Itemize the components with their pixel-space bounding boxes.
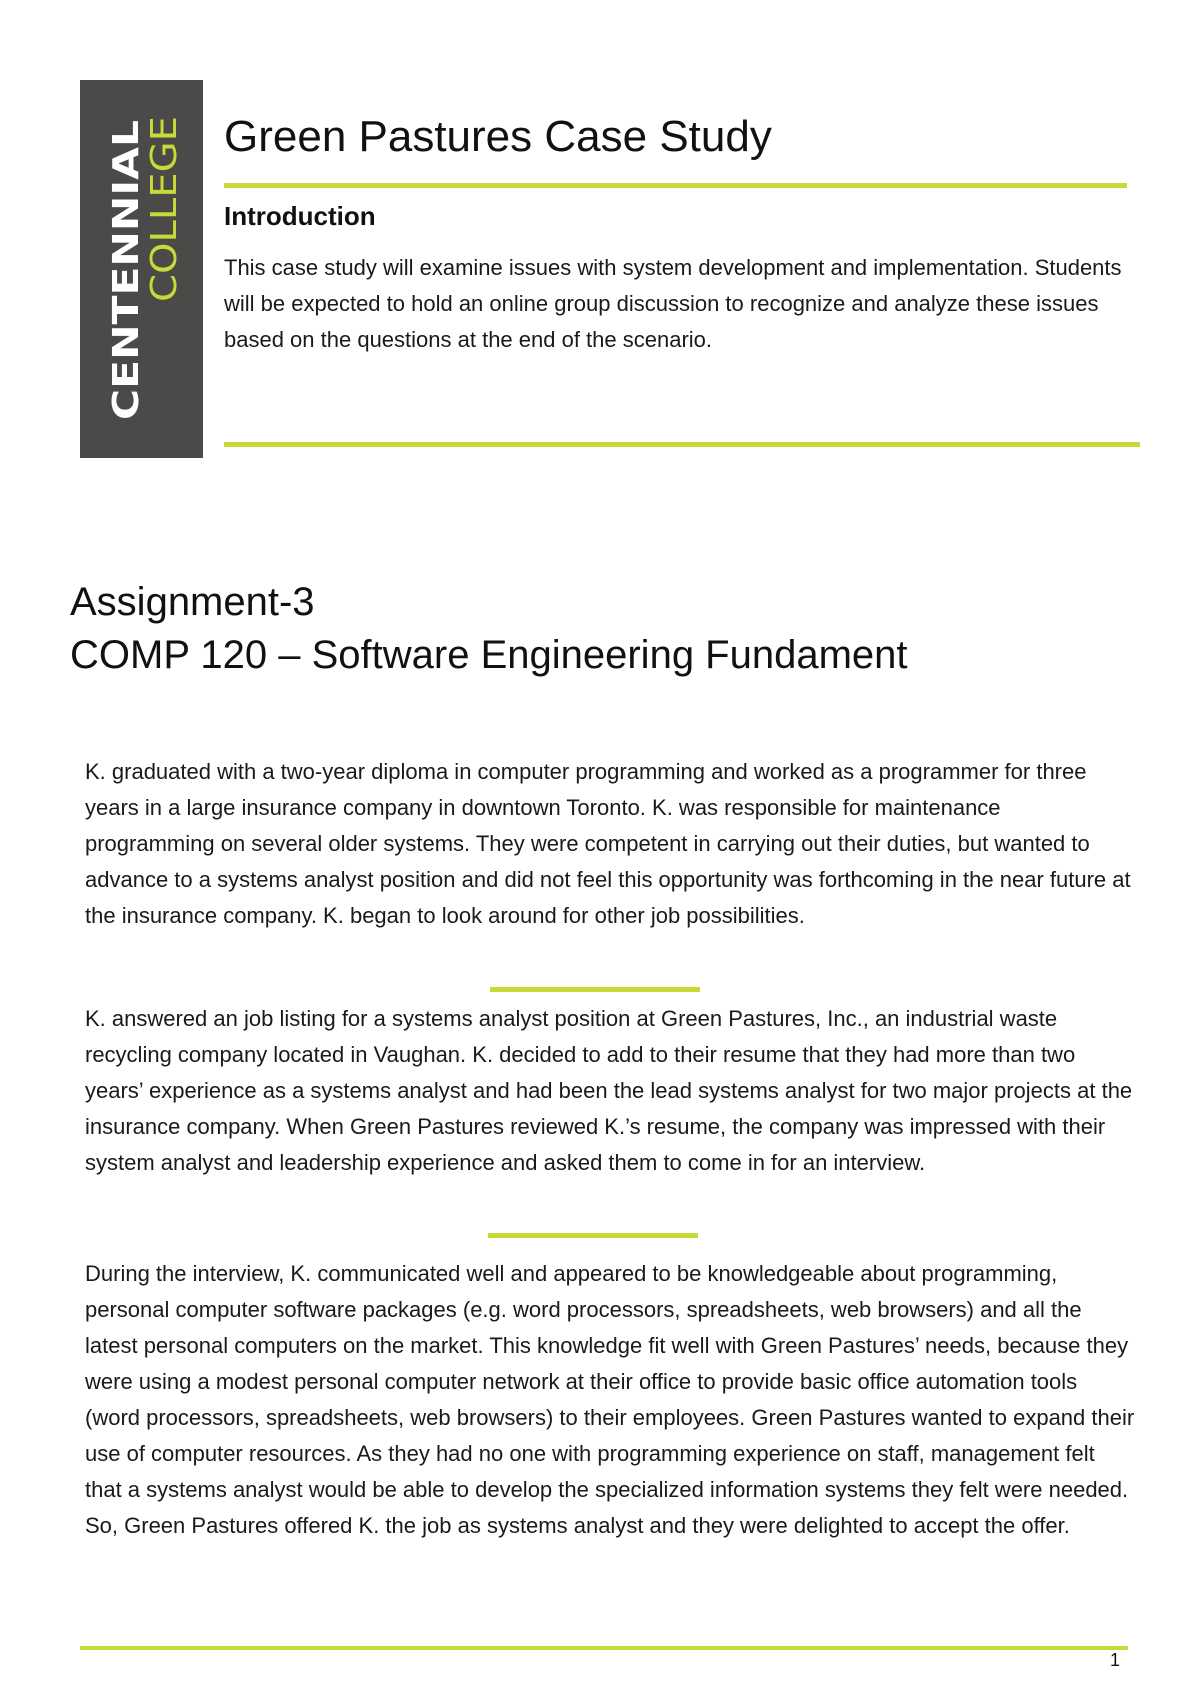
- assignment-heading: [70, 576, 908, 682]
- footer-rule: [80, 1646, 1128, 1650]
- body-paragraph-3: During the interview, K. communicated well and appeared to be knowledgeable about programming, personal computer software packages (e.g. word processors, spreadsheets, web browsers) and all the latest personal computers on the market. This knowledge fit well with Green Pastures’ needs, because they were using a modest personal computer network at their office to provide basic office automation tools (word processors, spreadsheets, web browsers) to their employees. Green Pastures wanted to expand their use of computer resources. As they had no one with programming experience on staff, management felt that a systems analyst would be able to develop the specialized information systems they felt were needed. So, Green Pastures offered K. the job as systems analyst and they were delighted to accept the offer.: [85, 1261, 1135, 1538]
- logo-wordmark-college: COLLEGE: [144, 135, 185, 302]
- title-rule: [224, 183, 1127, 188]
- page-number: 1: [1110, 1650, 1121, 1670]
- paragraph-divider-1: [490, 987, 700, 992]
- intro-rule: [224, 442, 1140, 447]
- logo-wordmark-centennial: CENTENNIAL: [106, 165, 147, 420]
- intro-text: This case study will examine issues with system development and implementation. Students will be expected to hold an online group discussion to recognize and analyze these issues based on the questions at the end of the scenario.: [224, 255, 1122, 352]
- intro-heading: Introduction: [224, 201, 376, 231]
- body-paragraph-1: K. graduated with a two-year diploma in computer programming and worked as a programmer for three years in a large insurance company in downtown Toronto. K. was responsible for maintenance programming on several older systems. They were competent in carrying out their duties, but wanted to advance to a systems analyst position and did not feel this opportunity was forthcoming in the near future at the insurance company. K. began to look around for other job possibilities.: [85, 759, 1131, 928]
- assignment-number: Assignment-3: [70, 580, 315, 624]
- document-title: Green Pastures Case Study: [224, 112, 772, 161]
- college-logo: [80, 80, 203, 458]
- body-paragraph-2: K. answered an job listing for a systems analyst position at Green Pastures, Inc., an industrial waste recycling company located in Vaughan. K. decided to add to their resume that they had more than two years’ experience as a systems analyst and had been the lead systems analyst for two major projects at the insurance company. When Green Pastures reviewed K.’s resume, the company was impressed with their system analyst and leadership experience and asked them to come in for an interview.: [85, 1006, 1133, 1175]
- course-title: COMP 120 – Software Engineering Fundament: [70, 633, 908, 677]
- paragraph-divider-2: [488, 1233, 698, 1238]
